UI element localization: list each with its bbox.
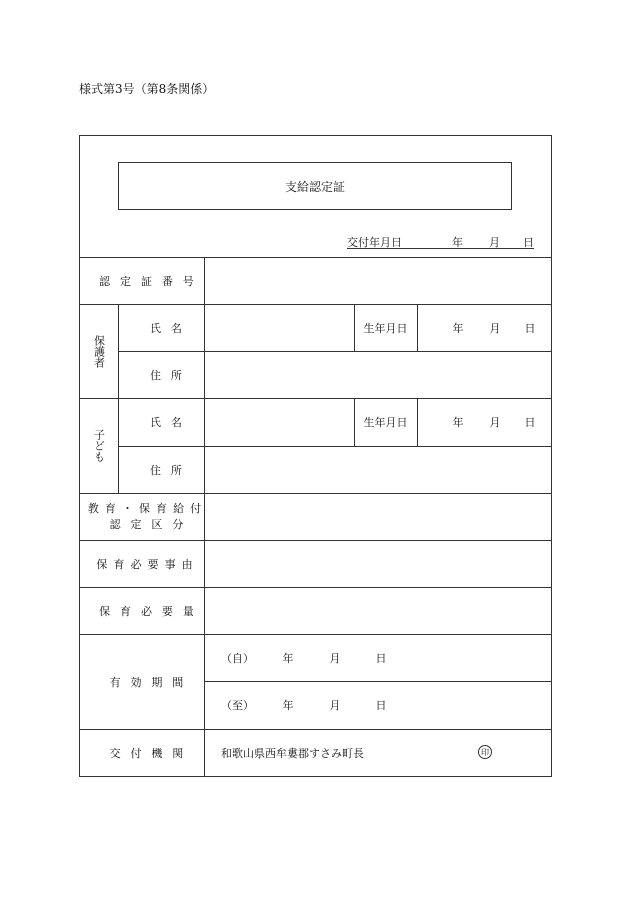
guardian-group-label: 保護者 bbox=[92, 334, 106, 368]
child-address-label: 住所 bbox=[149, 463, 192, 477]
issue-date-label: 交付年月日 bbox=[347, 236, 402, 249]
cert-number-label: 認定証番号 bbox=[99, 274, 204, 288]
guardian-name-field[interactable] bbox=[205, 305, 353, 351]
issuer-name: 和歌山県西牟婁郡すさみ町長 bbox=[221, 746, 364, 760]
column-divider bbox=[417, 398, 418, 446]
child-group-label: 子ども bbox=[92, 429, 106, 462]
issue-date-line[interactable] bbox=[347, 234, 534, 249]
guardian-address-field[interactable] bbox=[205, 352, 551, 398]
child-birth-day-unit: 日 bbox=[524, 416, 536, 429]
validity-from-year-unit: 年 bbox=[282, 651, 294, 665]
category-field[interactable] bbox=[205, 494, 551, 540]
guardian-birth-month-unit: 月 bbox=[489, 321, 501, 335]
care-reason-field[interactable] bbox=[205, 541, 551, 587]
title-text: 支給認定証 bbox=[284, 179, 345, 194]
seal-mark: 印 bbox=[478, 745, 492, 759]
validity-to-year-unit: 年 bbox=[282, 699, 294, 712]
guardian-address-label: 住所 bbox=[149, 368, 192, 382]
issue-year-unit: 年 bbox=[452, 236, 463, 249]
guardian-birth-label: 生年月日 bbox=[363, 321, 408, 335]
care-amount-field[interactable] bbox=[205, 588, 551, 634]
guardian-birth-day-unit: 日 bbox=[524, 321, 536, 335]
validity-to-label: （至） bbox=[221, 699, 254, 712]
cert-number-field[interactable] bbox=[205, 258, 551, 304]
guardian-name-label: 氏名 bbox=[149, 321, 192, 335]
validity-from-month-unit: 月 bbox=[329, 651, 341, 665]
form-number-label: 様式第3号（第8条関係） bbox=[79, 82, 215, 96]
guardian-birth-year-unit: 年 bbox=[452, 321, 464, 335]
child-birth-label: 生年月日 bbox=[363, 416, 408, 429]
validity-from-day-unit: 日 bbox=[375, 651, 387, 665]
category-label-line2: 認定区分 bbox=[109, 518, 194, 531]
validity-to-month-unit: 月 bbox=[329, 699, 341, 712]
validity-from-label: （自） bbox=[221, 651, 254, 665]
issue-day-unit: 日 bbox=[523, 236, 534, 249]
issue-month-unit: 月 bbox=[489, 236, 500, 249]
care-amount-label: 保育必要量 bbox=[99, 604, 204, 618]
child-name-field[interactable] bbox=[205, 399, 353, 446]
validity-label: 有効期間 bbox=[109, 675, 194, 689]
validity-to-day-unit: 日 bbox=[375, 699, 387, 712]
certificate-title bbox=[118, 162, 512, 210]
child-name-label: 氏名 bbox=[149, 416, 192, 429]
child-address-field[interactable] bbox=[205, 447, 551, 493]
category-label-line1: 教育・保育給付 bbox=[87, 502, 208, 515]
issuer-label: 交付機関 bbox=[109, 746, 194, 760]
child-birth-month-unit: 月 bbox=[489, 416, 501, 429]
care-reason-label: 保育必要事由 bbox=[96, 557, 199, 571]
column-divider bbox=[417, 304, 418, 351]
child-birth-year-unit: 年 bbox=[452, 416, 464, 429]
